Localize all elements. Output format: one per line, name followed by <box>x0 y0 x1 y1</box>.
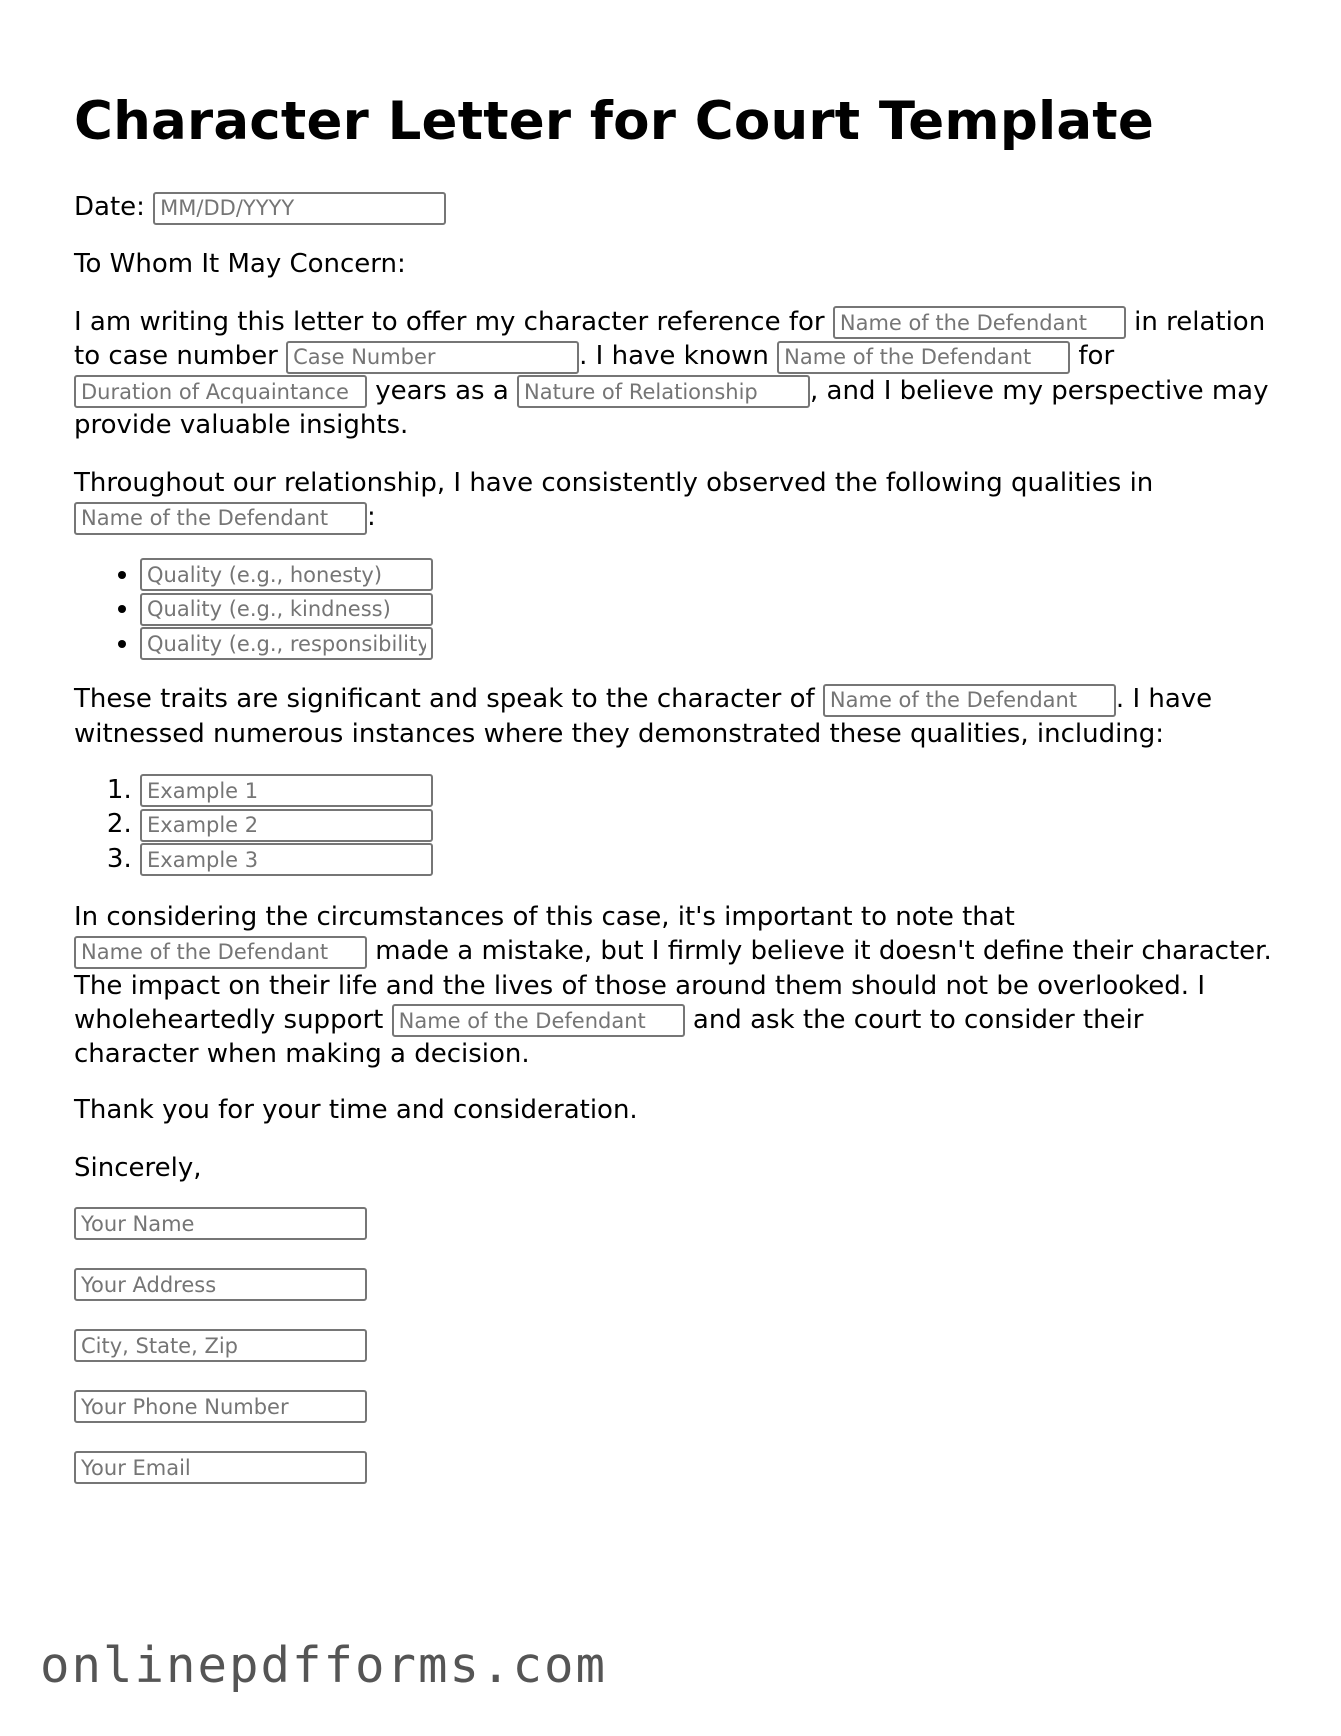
city-state-zip-input[interactable] <box>74 1329 367 1362</box>
intro-text-3: . I have known <box>579 341 769 371</box>
signature-row <box>74 1268 1274 1329</box>
observed-text-1: Throughout our relationship, I have consistently observed the following qualities in <box>74 468 1154 498</box>
closing-line: Sincerely, <box>74 1153 202 1183</box>
date-label: Date: <box>74 192 145 222</box>
defendant-name-input-1[interactable] <box>833 306 1126 339</box>
relationship-input[interactable] <box>517 375 810 408</box>
date-input[interactable] <box>153 192 446 225</box>
intro-text-6: , and I believe my perspective may provide valuable insights. <box>74 375 1269 440</box>
quality-input-3[interactable] <box>140 627 433 660</box>
quality-input-2[interactable] <box>140 593 433 626</box>
signature-block <box>74 1207 1274 1512</box>
list-item <box>140 773 1274 808</box>
circumstances-text-1: In considering the circumstances of this case, it's important to note that <box>74 902 1015 932</box>
circumstances-text-2: made a mistake, but I firmly believe it doesn't define their character. The impact on their life and the lives of those around them should not be overlooked. I wholeheartedly support <box>74 936 1272 1035</box>
intro-text-4: for <box>1078 341 1115 371</box>
intro-text-1: I am writing this letter to offer my character reference for <box>74 306 825 337</box>
list-item <box>140 557 1274 592</box>
page-title: Character Letter for Court Template <box>74 91 1154 152</box>
thanks-line: Thank you for your time and consideration. <box>74 1095 638 1125</box>
circumstances-text-3: and ask the court to consider their character when making a decision. <box>74 1004 1144 1069</box>
intro-text-2: in relation to case number <box>74 306 1266 371</box>
intro-paragraph <box>74 305 1274 443</box>
traits-text-2: . I have witnessed numerous instances where they demonstrated these qualities, including: <box>74 684 1213 749</box>
phone-number-input[interactable] <box>74 1390 367 1423</box>
quality-input-1[interactable] <box>140 558 433 591</box>
watermark: onlinepdfforms.com <box>40 1637 608 1694</box>
intro-text-5: years as a <box>375 375 509 406</box>
defendant-name-input-4[interactable] <box>823 684 1116 717</box>
list-item <box>140 626 1274 661</box>
observed-text-2: : <box>367 502 376 532</box>
defendant-name-input-3[interactable] <box>74 502 367 535</box>
traits-text-1: These traits are significant and speak to the character of <box>74 684 815 714</box>
example-input-1[interactable] <box>140 774 433 807</box>
duration-input[interactable] <box>74 375 367 408</box>
date-line <box>74 190 1274 225</box>
defendant-name-input-2[interactable] <box>777 341 1070 374</box>
list-item <box>140 842 1274 877</box>
example-input-2[interactable] <box>140 809 433 842</box>
greeting: To Whom It May Concern: <box>74 248 406 279</box>
observed-paragraph <box>74 466 1274 535</box>
list-item <box>140 807 1274 842</box>
qualities-list <box>74 557 1274 661</box>
traits-paragraph <box>74 682 1274 751</box>
letter-page <box>74 0 1274 1512</box>
case-number-input[interactable] <box>286 341 579 374</box>
signature-row <box>74 1390 1274 1451</box>
signature-row <box>74 1329 1274 1390</box>
your-address-input[interactable] <box>74 1268 367 1301</box>
signature-row <box>74 1451 1274 1512</box>
circumstances-paragraph <box>74 900 1274 1071</box>
defendant-name-input-5[interactable] <box>74 936 367 969</box>
examples-list <box>74 773 1274 877</box>
email-input[interactable] <box>74 1451 367 1484</box>
example-input-3[interactable] <box>140 843 433 876</box>
list-item <box>140 591 1274 626</box>
signature-row <box>74 1207 1274 1268</box>
your-name-input[interactable] <box>74 1207 367 1240</box>
defendant-name-input-6[interactable] <box>392 1004 685 1037</box>
